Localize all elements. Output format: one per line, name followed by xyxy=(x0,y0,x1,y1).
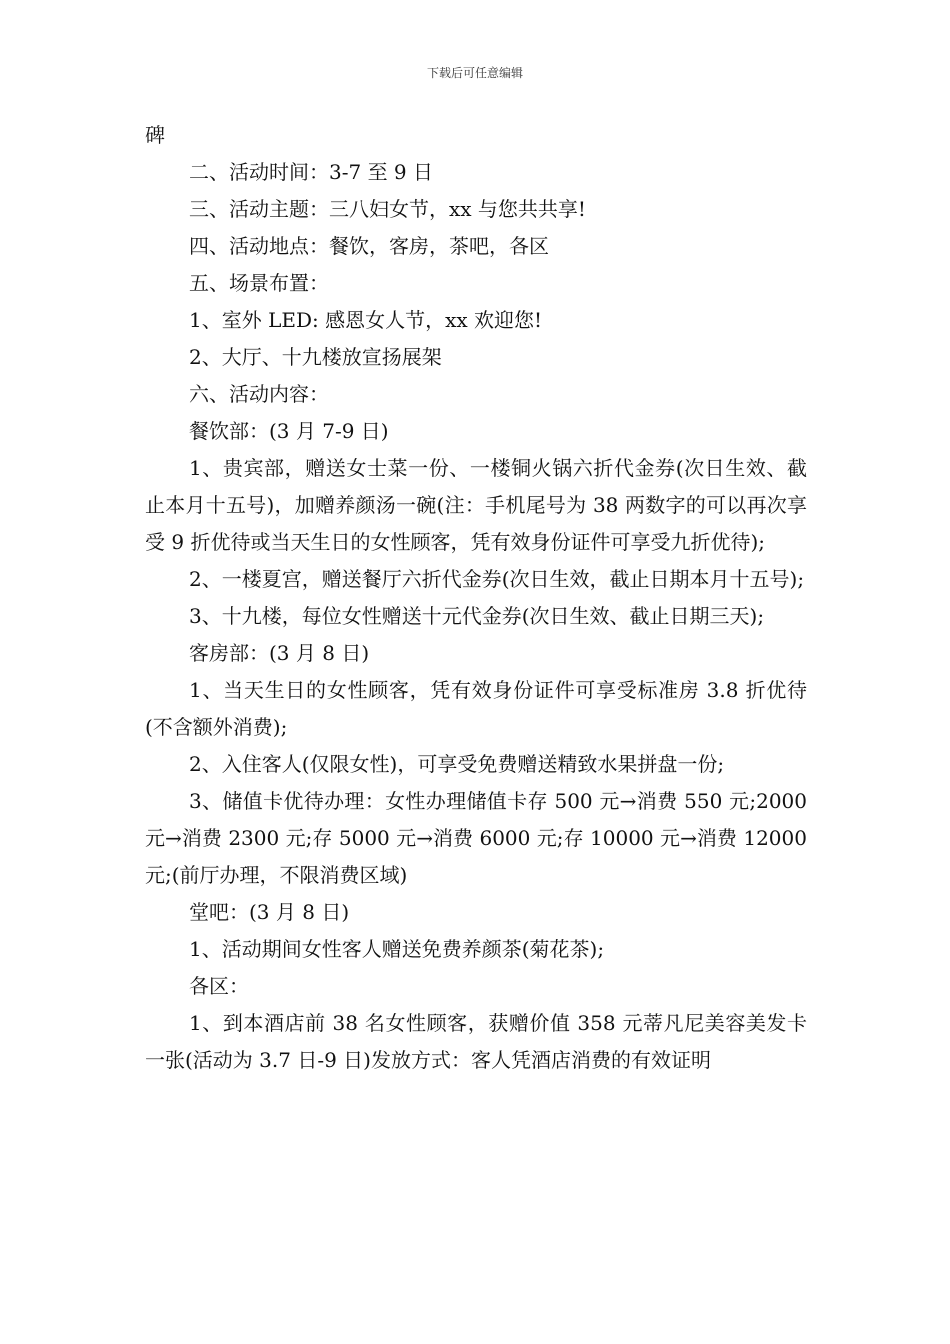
paragraph: 二、活动时间：3-7 至 9 日 xyxy=(189,160,434,184)
paragraph: 客房部：(3 月 8 日) xyxy=(189,641,370,665)
paragraph: 四、活动地点：餐饮，客房，茶吧，各区 xyxy=(189,234,549,258)
paragraph: 2、大厅、十九楼放宣扬展架 xyxy=(189,345,442,369)
paragraph: 餐饮部：(3 月 7-9 日) xyxy=(189,419,389,443)
page-header: 下载后可任意编辑 xyxy=(426,66,523,80)
paragraph: 1、当天生日的女性顾客，凭有效身份证件可享受标准房 3.8 折优待(不含额外消费); xyxy=(145,678,807,739)
paragraph: 1、到本酒店前 38 名女性顾客，获赠价值 358 元蒂凡尼美容美发卡一张(活动为 3.7 日-9 日)发放方式：客人凭酒店消费的有效证明 xyxy=(145,1011,807,1072)
paragraph: 3、十九楼，每位女性赠送十元代金券(次日生效、截止日期三天); xyxy=(189,604,765,628)
paragraph: 各区： xyxy=(189,974,249,998)
paragraph: 2、入住客人(仅限女性)，可享受免费赠送精致水果拼盘一份; xyxy=(189,752,725,776)
paragraph: 1、活动期间女性客人赠送免费养颜茶(菊花茶); xyxy=(189,937,605,961)
document-body xyxy=(145,117,807,1079)
paragraph: 2、一楼夏宫，赠送餐厅六折代金券(次日生效，截止日期本月十五号); xyxy=(189,567,805,591)
paragraph: 1、贵宾部，赠送女士菜一份、一楼铜火锅六折代金券(次日生效、截止本月十五号)，加赠养颜汤一碗(注：手机尾号为 38 两数字的可以再次享受 9 折优待或当天生日的女性顾客，凭有效身份证件可享受九折优待); xyxy=(145,456,807,554)
paragraph: 3、储值卡优待办理：女性办理储值卡存 500 元→消费 550 元;2000 元→消费 2300 元;存 5000 元→消费 6000 元;存 10000 元→消费 12000 元;(前厅办理，不限消费区域) xyxy=(145,789,807,887)
paragraph: 碑 xyxy=(145,123,165,147)
paragraph: 堂吧：(3 月 8 日) xyxy=(189,900,350,924)
paragraph: 五、场景布置： xyxy=(189,271,329,295)
paragraph: 六、活动内容： xyxy=(189,382,329,406)
paragraph: 1、室外 LED: 感恩女人节，xx 欢迎您! xyxy=(189,308,543,332)
paragraph: 三、活动主题：三八妇女节，xx 与您共共享! xyxy=(189,197,586,221)
